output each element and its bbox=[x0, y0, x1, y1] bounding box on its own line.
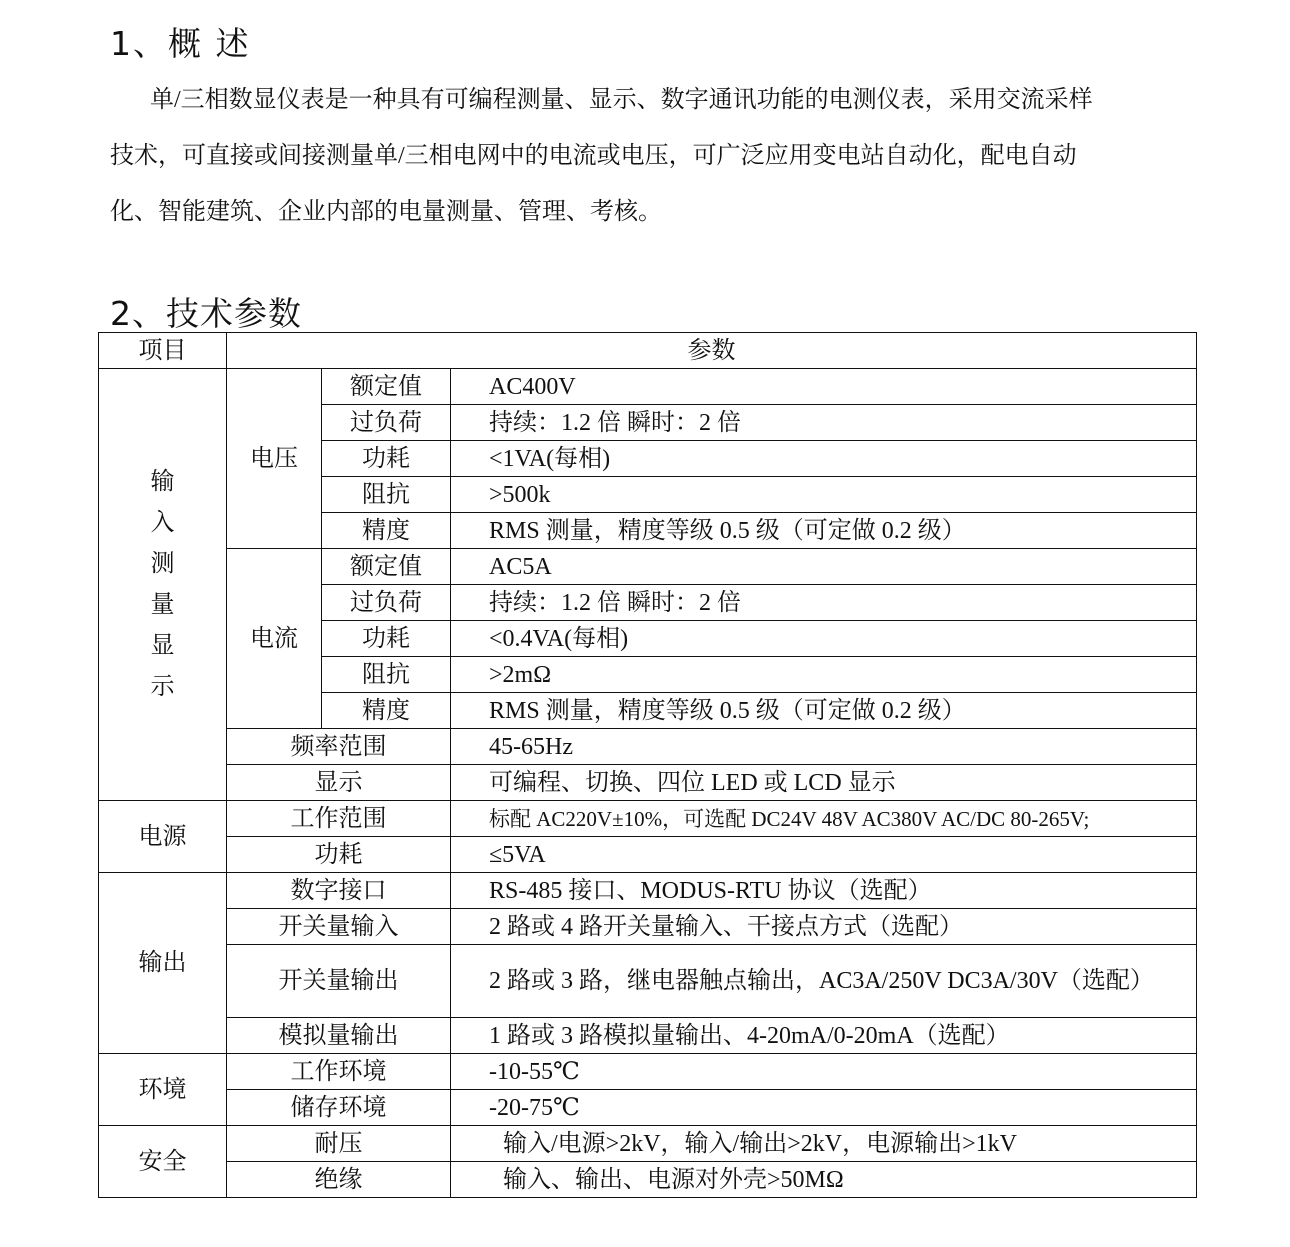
table-row bbox=[99, 909, 1197, 945]
row-value: AC400V bbox=[451, 369, 1197, 405]
row-value: 输入、输出、电源对外壳>50MΩ bbox=[451, 1162, 1197, 1198]
header-item: 项目 bbox=[99, 333, 227, 369]
table-row bbox=[99, 549, 1197, 585]
table-row bbox=[99, 1018, 1197, 1054]
row-value: 2 路或 4 路开关量输入、干接点方式（选配） bbox=[451, 909, 1197, 945]
group-safety: 安全 bbox=[99, 1126, 227, 1198]
header-param: 参数 bbox=[227, 333, 1197, 369]
row-value: 2 路或 3 路，继电器触点输出，AC3A/250V DC3A/30V（选配） bbox=[451, 945, 1197, 1018]
group-input-label: 输入测量显示 bbox=[150, 468, 175, 700]
row-value: 输入/电源>2kV，输入/输出>2kV，电源输出>1kV bbox=[451, 1126, 1197, 1162]
row-name: 功耗 bbox=[227, 837, 451, 873]
row-value: <0.4VA(每相) bbox=[451, 621, 1197, 657]
table-row bbox=[99, 945, 1197, 1018]
group-output: 输出 bbox=[99, 873, 227, 1054]
row-name: 储存环境 bbox=[227, 1090, 451, 1126]
row-name: 绝缘 bbox=[227, 1162, 451, 1198]
row-value: ≤5VA bbox=[451, 837, 1197, 873]
table-row bbox=[99, 765, 1197, 801]
overview-line-1: 单/三相数显仪表是一种具有可编程测量、显示、数字通讯功能的电测仪表，采用交流采样 bbox=[150, 87, 1093, 113]
row-name: 耐压 bbox=[227, 1126, 451, 1162]
row-name: 过负荷 bbox=[322, 405, 451, 441]
row-name: 额定值 bbox=[322, 549, 451, 585]
section-2-title: 2、技术参数 bbox=[110, 294, 302, 333]
row-name: 功耗 bbox=[322, 621, 451, 657]
overview-line-2: 技术，可直接或间接测量单/三相电网中的电流或电压，可广泛应用变电站自动化，配电自动 bbox=[110, 143, 1077, 169]
row-name: 功耗 bbox=[322, 441, 451, 477]
row-value: RS-485 接口、MODUS-RTU 协议（选配） bbox=[451, 873, 1197, 909]
row-value: 可编程、切换、四位 LED 或 LCD 显示 bbox=[451, 765, 1197, 801]
row-value: -10-55℃ bbox=[451, 1054, 1197, 1090]
row-value: RMS 测量，精度等级 0.5 级（可定做 0.2 级） bbox=[451, 693, 1197, 729]
row-name: 精度 bbox=[322, 693, 451, 729]
table-row bbox=[99, 1162, 1197, 1198]
row-value: AC5A bbox=[451, 549, 1197, 585]
row-value: <1VA(每相) bbox=[451, 441, 1197, 477]
group-power: 电源 bbox=[99, 801, 227, 873]
overview-line-3: 化、智能建筑、企业内部的电量测量、管理、考核。 bbox=[110, 199, 662, 225]
row-value: >2mΩ bbox=[451, 657, 1197, 693]
table-row bbox=[99, 801, 1197, 837]
spec-table bbox=[98, 332, 1197, 1198]
row-value: 持续：1.2 倍 瞬时：2 倍 bbox=[451, 405, 1197, 441]
row-name: 阻抗 bbox=[322, 657, 451, 693]
row-name: 精度 bbox=[322, 513, 451, 549]
row-value: 1 路或 3 路模拟量输出、4-20mA/0-20mA（选配） bbox=[451, 1018, 1197, 1054]
subgroup-voltage: 电压 bbox=[227, 369, 322, 549]
table-row bbox=[99, 369, 1197, 405]
row-name: 开关量输出 bbox=[227, 945, 451, 1018]
table-header-row bbox=[99, 333, 1197, 369]
row-name: 显示 bbox=[227, 765, 451, 801]
table-row bbox=[99, 729, 1197, 765]
row-value: RMS 测量，精度等级 0.5 级（可定做 0.2 级） bbox=[451, 513, 1197, 549]
overview-paragraph bbox=[110, 72, 1212, 240]
group-input bbox=[99, 369, 227, 801]
row-value: >500k bbox=[451, 477, 1197, 513]
row-value: -20-75℃ bbox=[451, 1090, 1197, 1126]
row-name: 数字接口 bbox=[227, 873, 451, 909]
row-name: 阻抗 bbox=[322, 477, 451, 513]
row-name: 频率范围 bbox=[227, 729, 451, 765]
row-value: 标配 AC220V±10%，可选配 DC24V 48V AC380V AC/DC 80-265V; bbox=[451, 801, 1197, 837]
table-row bbox=[99, 1126, 1197, 1162]
row-name: 额定值 bbox=[322, 369, 451, 405]
table-row bbox=[99, 837, 1197, 873]
table-row bbox=[99, 1090, 1197, 1126]
group-environment: 环境 bbox=[99, 1054, 227, 1126]
row-name: 模拟量输出 bbox=[227, 1018, 451, 1054]
row-name: 工作环境 bbox=[227, 1054, 451, 1090]
subgroup-current: 电流 bbox=[227, 549, 322, 729]
row-value: 持续：1.2 倍 瞬时：2 倍 bbox=[451, 585, 1197, 621]
section-1-title: 1、概 述 bbox=[110, 24, 251, 63]
row-name: 过负荷 bbox=[322, 585, 451, 621]
table-row bbox=[99, 873, 1197, 909]
row-name: 开关量输入 bbox=[227, 909, 451, 945]
row-value: 45-65Hz bbox=[451, 729, 1197, 765]
table-row bbox=[99, 1054, 1197, 1090]
row-name: 工作范围 bbox=[227, 801, 451, 837]
